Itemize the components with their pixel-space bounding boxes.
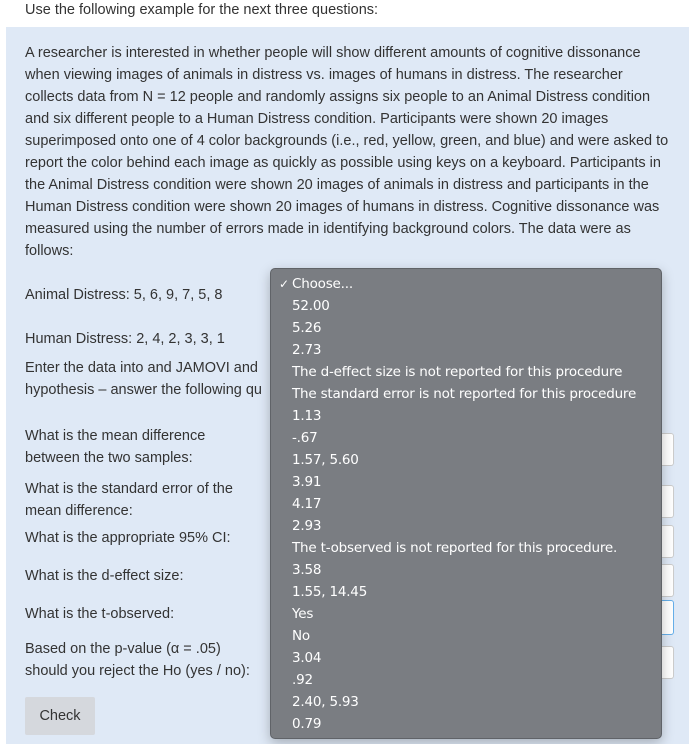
checkmark-icon: ✓ [279,277,289,291]
dropdown-option[interactable]: No [292,628,310,644]
dropdown-option[interactable]: 4.17 [292,496,322,512]
dropdown-option[interactable]: 3.58 [292,562,322,578]
animal-distress-data: Animal Distress: 5, 6, 9, 7, 5, 8 [25,287,223,303]
dropdown-option[interactable]: The standard error is not reported for this procedure [292,386,637,402]
dropdown-option[interactable]: The d-effect size is not reported for this procedure [292,364,623,380]
intro-text: Use the following example for the next three questions: [25,2,379,18]
dropdown-option[interactable]: 3.91 [292,474,322,490]
instruction-line-1: Enter the data into and JAMOVI and [25,360,258,376]
question-standard-error-line-2: mean difference: [25,503,133,519]
dropdown-option[interactable]: 1.13 [292,408,322,424]
scenario-text: A researcher is interested in whether people will show different amounts of cognitive dissonance when viewing images of animals in distress vs. images of humans in distress. The researcher collects data from N = 12 people and randomly assigns six people to an Animal Distress condition and six different people to a Human Distress condition. Participants were shown 20 images superimposed onto one of 4 color backgrounds (i.e., red, yellow, green, and blue) and were asked to report the color behind each image as quickly as possible using keys on a keyboard. Participants in the Animal Distress condition were shown 20 images of animals in distress and participants in the Human Distress condition were shown 20 images of humans in distress. Cognitive dissonance was measured using the number of errors made in identifying background colors. The data were as follows: [25,45,669,259]
dropdown-option[interactable]: 1.55, 14.45 [292,584,368,600]
question-standard-error-line-1: What is the standard error of the [25,481,233,497]
question-mean-difference-line-1: What is the mean difference [25,428,206,444]
dropdown-option[interactable]: .92 [292,672,313,688]
question-reject-ho-line-2: should you reject the Ho (yes / no): [25,663,250,679]
dropdown-option[interactable]: 3.04 [292,650,322,666]
question-t-observed: What is the t-observed: [25,606,175,622]
instruction-line-2: hypothesis – answer the following qu [25,382,262,398]
question-reject-ho-line-1: Based on the p-value (α = .05) [25,641,221,657]
dropdown-option[interactable]: 5.26 [292,320,322,336]
question-mean-difference-line-2: between the two samples: [25,450,193,466]
human-distress-data: Human Distress: 2, 4, 2, 3, 3, 1 [25,331,225,347]
dropdown-option-label: Choose... [292,276,353,292]
dropdown-option[interactable]: 0.79 [292,716,322,732]
dropdown-option-selected[interactable] [271,273,661,295]
question-confidence-interval: What is the appropriate 95% CI: [25,530,231,546]
dropdown-option[interactable]: 2.40, 5.93 [292,694,359,710]
dropdown-option[interactable]: The t-observed is not reported for this procedure. [292,540,618,556]
scenario-paragraph [25,42,675,262]
dropdown-option[interactable]: -.67 [292,430,318,446]
dropdown-options-list [271,269,661,735]
dropdown-option[interactable]: 52.00 [292,298,330,314]
dropdown-option[interactable]: 2.73 [292,342,322,358]
dropdown-option[interactable]: 2.93 [292,518,322,534]
dropdown-menu [270,268,662,739]
check-button[interactable]: Check [25,697,95,735]
dropdown-option[interactable]: Yes [292,606,314,622]
question-d-effect-size: What is the d-effect size: [25,568,184,584]
dropdown-option[interactable]: 1.57, 5.60 [292,452,359,468]
